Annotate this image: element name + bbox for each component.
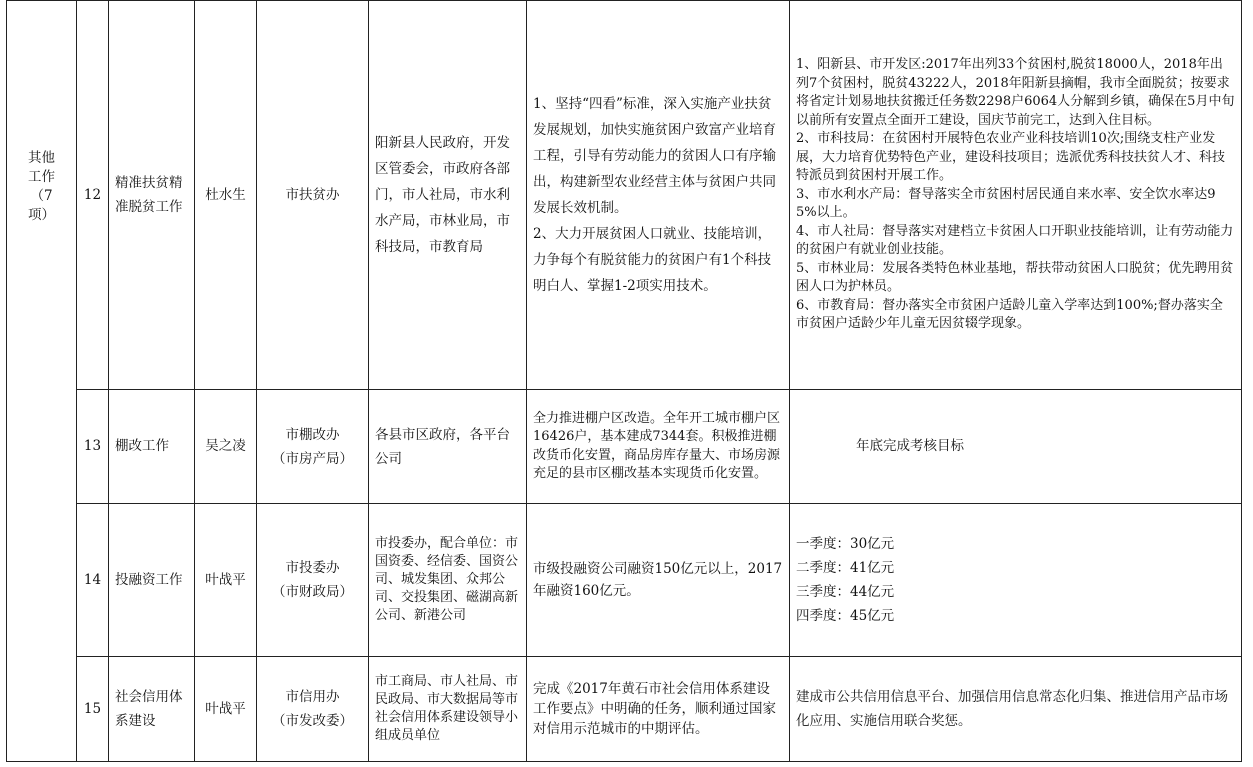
target-item: 二季度：41亿元 <box>796 560 895 576</box>
lead-unit <box>257 657 369 762</box>
task-name: 投融资工作 <box>109 504 195 657</box>
category-line: 工作 <box>28 169 55 185</box>
lead-unit-name: 市投委办 <box>285 560 340 576</box>
target-item: 三季度：44亿元 <box>796 584 895 600</box>
measure-item: 完成《2017年黄石市社会信用体系建设工作要点》中明确的任务，顺利通过国家对信用示范城市的中期评估。 <box>533 681 776 737</box>
measures-cell <box>527 390 790 504</box>
category-line: 项） <box>28 207 55 223</box>
task-name: 棚改工作 <box>109 390 195 504</box>
row-number: 12 <box>77 1 109 390</box>
measure-item: 2、大力开展贫困人口就业、技能培训，力争每个有脱贫能力的贫困户有1个科技明白人、掌握1-2项实用技术。 <box>533 226 772 294</box>
responsible-leader: 杜水生 <box>195 1 257 390</box>
category-line: （7 <box>30 188 53 204</box>
measure-item: 1、坚持“四看”标准，深入实施产业扶贫发展规划，加快实施贫困户致富产业培育工程，引导有劳动能力的贫困人口有序输出，构建新型农业经营主体与贫困户共同发展长效机制。 <box>533 96 776 216</box>
category-cell <box>7 1 77 762</box>
target-item: 2、市科技局：在贫困村开展特色农业产业科技培训10次;围绕支柱产业发展，大力培育优势特色产业，建设科技项目；选派优秀科技扶贫人才、科技特派员到贫困村开展工作。 <box>796 131 1226 184</box>
targets-cell <box>790 1 1242 390</box>
target-item: 一季度：30亿元 <box>796 536 895 552</box>
table-row <box>7 390 1242 504</box>
lead-unit <box>257 390 369 504</box>
targets-cell <box>790 657 1242 762</box>
target-item: 1、阳新县、市开发区:2017年出列33个贫困村,脱贫18000人，2018年出列7个贫困村，脱贫43222人，2018年阳新县摘帽，我市全面脱贫；按要求将省定计划易地扶贫搬迁任务数2298户6064人分解到乡镇，确保在5月中旬以前所有安置点全面开工建设，国庆节前完工，达到入住目标。 <box>796 57 1235 128</box>
lead-unit-sub: （市财政局） <box>272 584 353 600</box>
table-row <box>7 657 1242 762</box>
target-item: 3、市水利水产局：督导落实全市贫困村居民通自来水率、安全饮水率达95%以上。 <box>796 186 1216 221</box>
task-name: 社会信用体系建设 <box>109 657 195 762</box>
measures-cell <box>527 657 790 762</box>
target-item: 年底完成考核目标 <box>856 438 964 454</box>
measures-cell <box>527 504 790 657</box>
lead-unit-sub: （市房产局） <box>272 450 353 467</box>
target-item: 4、市人社局：督导落实对建档立卡贫困人口开职业技能培训，让有劳动能力的贫困户有就业创业技能。 <box>796 223 1234 258</box>
lead-unit-name: 市信用办 <box>285 689 340 705</box>
measure-item: 全力推进棚户区改造。全年开工城市棚户区16426户，基本建成7344套。积极推进棚改货币化安置，商品房库存量大、市场房源充足的县市区棚改基本实现货币化安置。 <box>533 410 781 481</box>
row-number: 15 <box>77 657 109 762</box>
target-item: 四季度：45亿元 <box>796 608 895 624</box>
measure-item: 市级投融资公司融资150亿元以上，2017年融资160亿元。 <box>533 561 783 599</box>
cooperating-units: 阳新县人民政府，开发区管委会，市政府各部门，市人社局，市水利水产局，市林业局，市科技局，市教育局 <box>369 1 527 390</box>
lead-unit <box>257 504 369 657</box>
lead-unit-sub: （市发改委） <box>272 713 353 729</box>
responsible-leader: 叶战平 <box>195 504 257 657</box>
lead-unit-name: 市棚改办 <box>285 426 340 443</box>
table-row <box>7 1 1242 390</box>
target-item: 建成市公共信用信息平台、加强信用信息常态化归集、推进信用产品市场化应用、实施信用联合奖惩。 <box>796 689 1228 729</box>
lead-unit <box>257 1 369 390</box>
cooperating-units: 市工商局、市人社局、市民政局、市大数据局等市社会信用体系建设领导小组成员单位 <box>369 657 527 762</box>
targets-cell <box>790 504 1242 657</box>
responsible-leader: 叶战平 <box>195 657 257 762</box>
lead-unit-name: 市扶贫办 <box>285 186 340 203</box>
cooperating-units: 市投委办，配合单位：市国资委、经信委、国资公司、城发集团、众邦公司、交投集团、磁湖高新公司、新港公司 <box>369 504 527 657</box>
cooperating-units: 各县市区政府，各平台公司 <box>369 390 527 504</box>
row-number: 14 <box>77 504 109 657</box>
targets-cell <box>790 390 1242 504</box>
responsible-leader: 吴之凌 <box>195 390 257 504</box>
task-name: 精准扶贫精准脱贫工作 <box>109 1 195 390</box>
table-row <box>7 504 1242 657</box>
measures-cell <box>527 1 790 390</box>
work-task-table <box>6 0 1242 762</box>
target-item: 6、市教育局：督办落实全市贫困户适龄儿童入学率达到100%;督办落实全市贫困户适龄少年儿童无因贫辍学现象。 <box>796 297 1223 332</box>
row-number: 13 <box>77 390 109 504</box>
category-line: 其他 <box>28 150 55 166</box>
target-item: 5、市林业局：发展各类特色林业基地，帮扶带动贫困人口脱贫；优先聘用贫困人口为护林员。 <box>796 260 1234 295</box>
